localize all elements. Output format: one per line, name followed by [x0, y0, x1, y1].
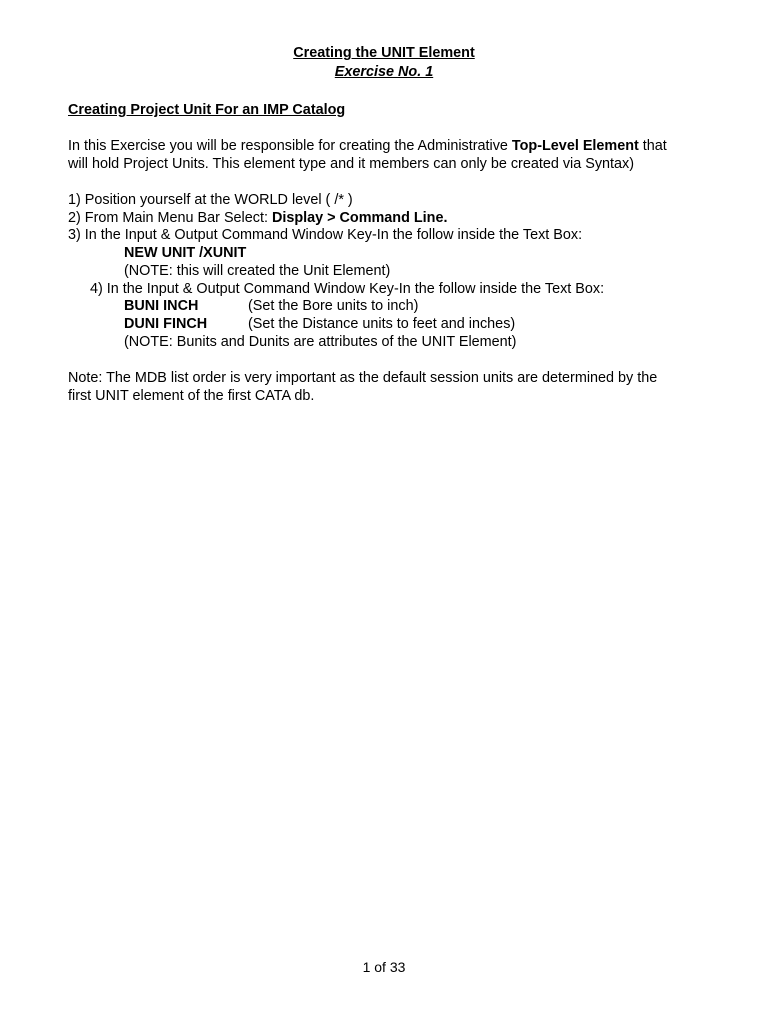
note-line-2: first UNIT element of the first CATA db. [68, 388, 315, 404]
step-4: 4) In the Input & Output Command Window Key-In the follow inside the Text Box: [90, 281, 605, 297]
step-4-command-1: BUNI INCH [124, 298, 199, 314]
section-heading: Creating Project Unit For an IMP Catalog [68, 102, 346, 118]
step-4-command-1-row [124, 298, 644, 316]
intro-text-prefix: In this Exercise you will be responsible for creating the Administrative [68, 138, 512, 154]
step-2 [68, 210, 447, 228]
step-3: 3) In the Input & Output Command Window Key-In the follow inside the Text Box: [68, 227, 583, 243]
step-3-command: NEW UNIT /XUNIT [124, 245, 247, 261]
page-title: Creating the UNIT Element [293, 45, 475, 61]
intro-line-2: will hold Project Units. This element type and it members can only be created via Syntax) [68, 156, 635, 172]
step-3-note: (NOTE: this will created the Unit Element) [124, 263, 391, 279]
exercise-subtitle: Exercise No. 1 [334, 64, 434, 80]
page-number-footer: 1 of 33 [362, 959, 406, 975]
intro-line-1 [68, 138, 667, 156]
step-2-prefix: 2) From Main Menu Bar Select: [68, 210, 272, 226]
note-line-1: Note: The MDB list order is very important as the default session units are determined by the [68, 370, 658, 386]
step-4-command-2: DUNI FINCH [124, 316, 208, 332]
step-4-command-1-description: (Set the Bore units to inch) [248, 298, 419, 314]
intro-text-suffix: that [638, 138, 667, 154]
step-1: 1) Position yourself at the WORLD level ( /* ) [68, 192, 353, 208]
step-4-note: (NOTE: Bunits and Dunits are attributes of the UNIT Element) [124, 334, 517, 350]
intro-text-bold: Top-Level Element [511, 138, 639, 154]
step-4-command-2-description: (Set the Distance units to feet and inches) [248, 316, 516, 332]
step-4-command-2-row [124, 316, 644, 334]
step-2-menu-path: Display > Command Line. [271, 210, 448, 226]
